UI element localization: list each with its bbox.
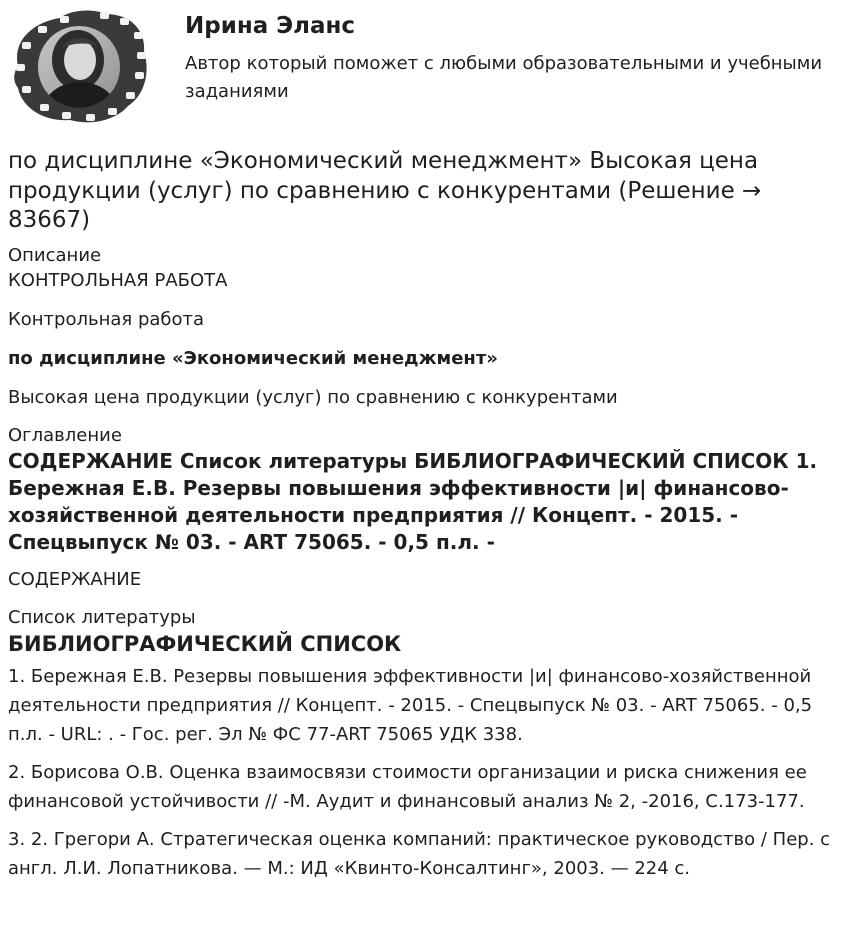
author-avatar-icon[interactable] <box>8 8 150 126</box>
author-info <box>185 12 825 106</box>
bibliography-item: 3. 2. Грегори А. Стратегическая оценка компаний: практическое руководство / Пер. с англ. Л.И. Лопатникова. — М.: ИД «Квинто-Консалтинг», 2003. — 224 с. <box>8 828 831 879</box>
bibliography-heading: БИБЛИОГРАФИЧЕСКИЙ СПИСОК <box>8 631 402 656</box>
document-content <box>8 147 838 892</box>
contents-heading: СОДЕРЖАНИЕ <box>8 568 142 590</box>
description-paragraph: Контрольная работа <box>8 308 205 330</box>
author-description: Автор который поможет с любыми образовательными и учебными заданиями <box>185 53 823 102</box>
bibliography-item: 2. Борисова О.В. Оценка взаимосвязи стоимости организации и риска снижения ее финансовой устойчивости // -М. Аудит и финансовый анализ № 2, -2016, С.173-177. <box>8 761 807 812</box>
description-paragraph: Высокая цена продукции (услуг) по сравнению с конкурентами <box>8 386 618 408</box>
description-label: Описание <box>8 244 102 266</box>
toc-label: Оглавление <box>8 424 122 446</box>
description-paragraph: по дисциплине «Экономический менеджмент» <box>8 347 498 369</box>
toc-text: СОДЕРЖАНИЕ Список литературы БИБЛИОГРАФИЧЕСКИЙ СПИСОК 1. Бережная Е.В. Резервы повышения эффективности |и| финансово-хозяйственной деятельности предприятия // Концепт. - 2015. - Спецвыпуск № 03. - ART 75065. - 0,5 п.л. - <box>8 448 818 554</box>
bibliography-item: 1. Бережная Е.В. Резервы повышения эффективности |и| финансово-хозяйственной деятельности предприятия // Концепт. - 2015. - Спецвыпуск № 03. - ART 75065. - 0,5 п.л. - URL: . - Гос. рег. Эл № ФС 77-ART 75065 УДК 338. <box>8 665 813 745</box>
literature-label: Список литературы <box>8 606 196 628</box>
author-card <box>8 8 839 126</box>
description-paragraph: КОНТРОЛЬНАЯ РАБОТА <box>8 269 228 291</box>
author-name[interactable]: Ирина Эланс <box>185 13 356 39</box>
document-title: по дисциплине «Экономический менеджмент» Высокая цена продукции (услуг) по сравнению с конкурентами (Решение → 83667) <box>8 148 762 233</box>
